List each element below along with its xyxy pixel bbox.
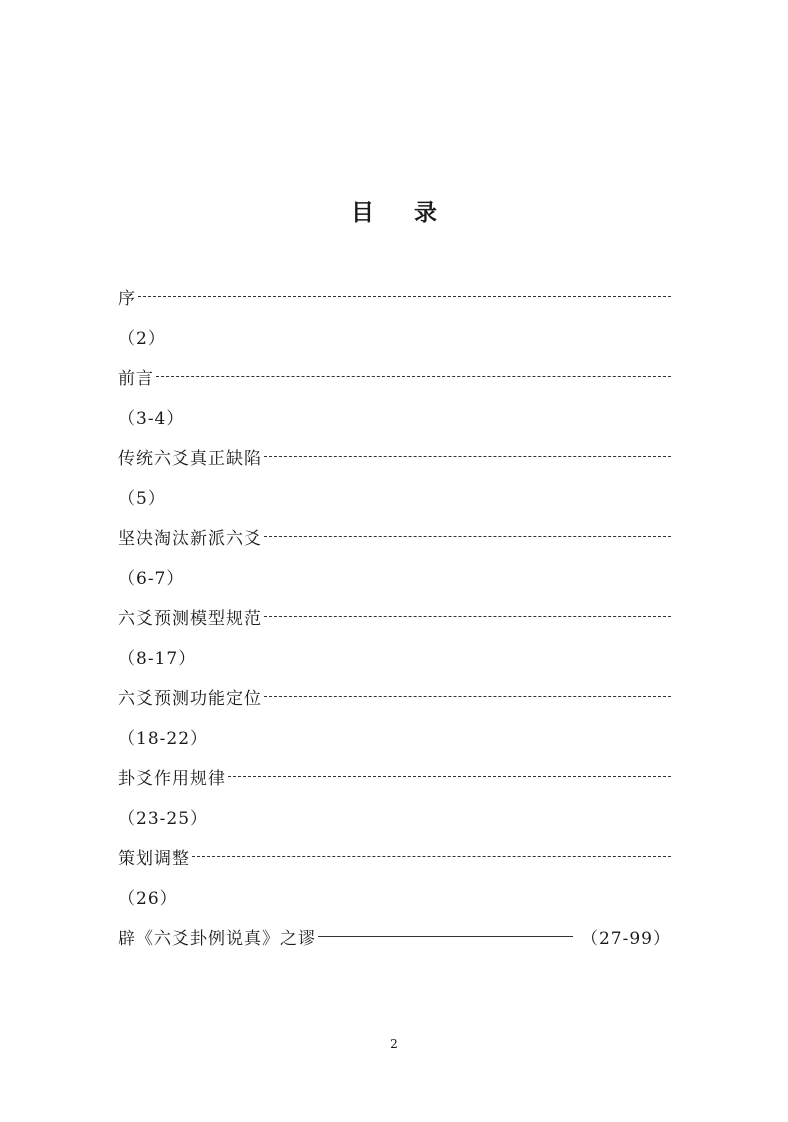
table-of-contents	[118, 276, 671, 956]
toc-entry-label: 前言	[118, 368, 154, 389]
toc-entry-7[interactable]	[118, 756, 671, 796]
toc-entry-page-range: （2）	[118, 328, 166, 349]
toc-entry-page-range: （18-22）	[118, 728, 209, 749]
toc-entry-9[interactable]	[118, 916, 671, 956]
toc-leader-line	[192, 856, 671, 857]
toc-leader-line	[228, 776, 671, 777]
toc-entry-page-range: （27-99）	[580, 928, 671, 949]
toc-entry-pages	[118, 636, 671, 676]
toc-title: 目 录	[350, 199, 453, 226]
toc-leader-line	[318, 936, 573, 937]
toc-entry-pages	[118, 716, 671, 756]
toc-entry-pages	[118, 556, 671, 596]
toc-leader-line	[264, 696, 671, 697]
toc-entry-pages	[118, 316, 671, 356]
page-number: 2	[390, 1037, 398, 1051]
toc-entry-label: 六爻预测模型规范	[118, 608, 262, 629]
toc-entry-pages	[118, 796, 671, 836]
toc-entry-label: 传统六爻真正缺陷	[118, 448, 262, 469]
toc-entry-page-range: （26）	[118, 888, 178, 909]
toc-entry-6[interactable]	[118, 676, 671, 716]
toc-entry-foreword[interactable]	[118, 356, 671, 396]
toc-entry-pages	[118, 876, 671, 916]
toc-entry-page-range: （23-25）	[118, 808, 209, 829]
toc-leader-line	[264, 536, 671, 537]
toc-entry-pages	[118, 396, 671, 436]
toc-entry-page-range: （8-17）	[118, 648, 197, 669]
toc-entry-label: 辟《六爻卦例说真》之谬	[118, 928, 316, 949]
toc-entry-4[interactable]	[118, 516, 671, 556]
toc-entry-label: 策划调整	[118, 848, 190, 869]
toc-entry-5[interactable]	[118, 596, 671, 636]
toc-entry-label: 卦爻作用规律	[118, 768, 226, 789]
toc-entry-page-range: （6-7）	[118, 568, 185, 589]
toc-leader-line	[138, 296, 671, 297]
toc-entry-page-range: （5）	[118, 488, 166, 509]
toc-entry-8[interactable]	[118, 836, 671, 876]
toc-entry-label: 序	[118, 288, 136, 309]
toc-entry-label: 六爻预测功能定位	[118, 688, 262, 709]
toc-leader-line	[156, 376, 671, 377]
toc-leader-line	[264, 616, 671, 617]
toc-entry-pages	[118, 476, 671, 516]
toc-leader-line	[264, 456, 671, 457]
toc-entry-page-range: （3-4）	[118, 408, 185, 429]
toc-entry-preface[interactable]	[118, 276, 671, 316]
toc-entry-label: 坚决淘汰新派六爻	[118, 528, 262, 549]
toc-entry-3[interactable]	[118, 436, 671, 476]
